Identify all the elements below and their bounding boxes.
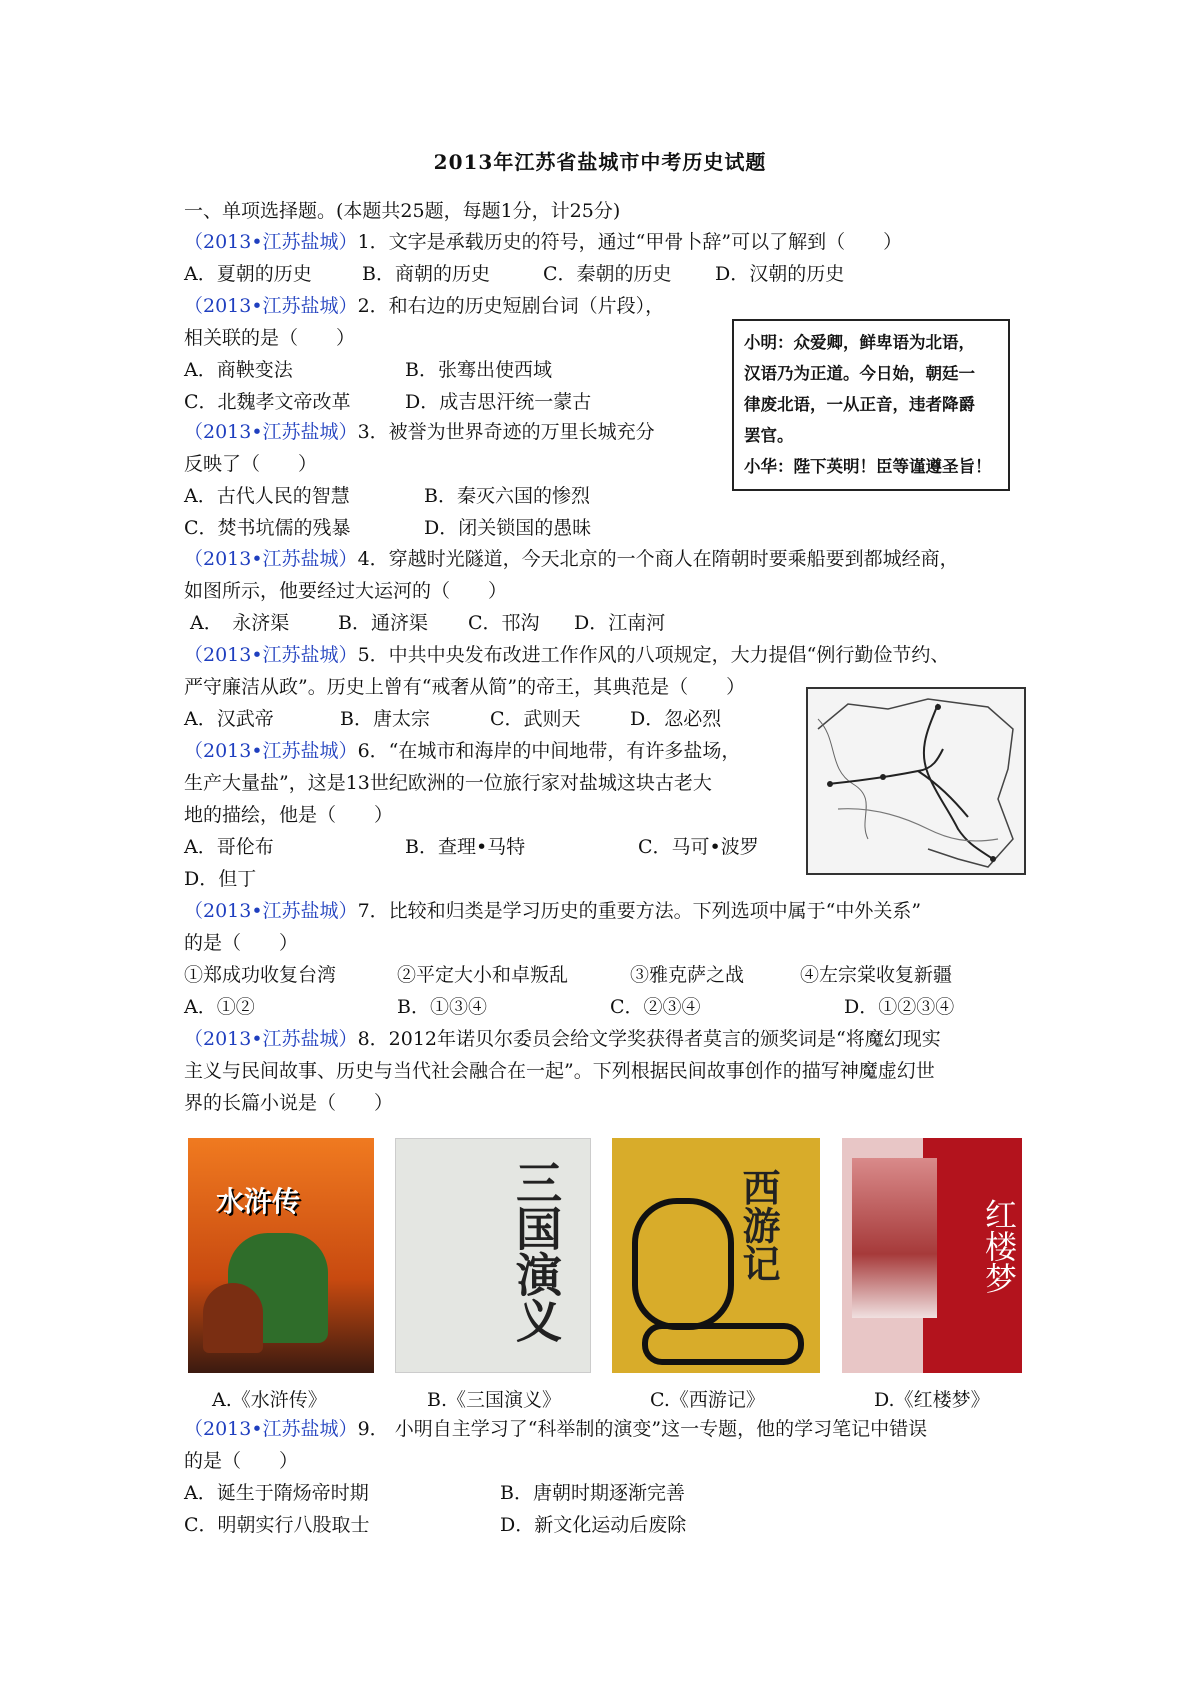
q7-item-1: ①郑成功收复台湾 xyxy=(184,964,337,986)
question-6-cont: 生产大量盐”，这是13世纪欧洲的一位旅行家对盐城这块古老大 xyxy=(184,772,712,794)
question-2: （2013•江苏盐城）2．和右边的历史短剧台词（片段）， xyxy=(184,295,665,317)
q2-option-c[interactable]: C．北魏孝文帝改革 xyxy=(184,391,351,413)
q4-option-b[interactable]: B．通济渠 xyxy=(338,612,428,634)
question-7-cont: 的是（ ） xyxy=(184,932,299,954)
q2-option-b[interactable]: B．张骞出使西域 xyxy=(405,359,552,381)
q3-option-d[interactable]: D．闭关锁国的愚昧 xyxy=(424,517,592,539)
q7-option-c[interactable]: C．②③④ xyxy=(610,996,701,1018)
question-5-cont: 严守廉洁从政”。历史上曾有“戒奢从简”的帝王，其典范是（ ） xyxy=(184,676,746,698)
q5-option-d[interactable]: D．忽必烈 xyxy=(630,708,722,730)
source-tag: （2013•江苏盐城） xyxy=(184,231,358,253)
q8-option-d[interactable]: D.《红楼梦》 xyxy=(874,1389,990,1411)
q5-option-c[interactable]: C．武则天 xyxy=(490,708,581,730)
question-1: （2013•江苏盐城）1．文字是承载历史的符号，通过“甲骨卜辞”可以了解到（ ） xyxy=(184,231,903,253)
q7-item-4: ④左宗棠收复新疆 xyxy=(800,964,953,986)
question-8: （2013•江苏盐城）8．2012年诺贝尔委员会给文学奖获得者莫言的颁奖词是“将魔幻现实 xyxy=(184,1028,941,1050)
q1-option-c[interactable]: C．秦朝的历史 xyxy=(543,263,672,285)
q5-option-b[interactable]: B．唐太宗 xyxy=(340,708,430,730)
q1-option-a[interactable]: A．夏朝的历史 xyxy=(184,263,312,285)
book-cover-shuihu: 水浒传 xyxy=(188,1138,374,1373)
q4-option-a[interactable]: A． 永济渠 xyxy=(190,612,290,634)
question-5: （2013•江苏盐城）5．中共中央发布改进工作作风的八项规定，大力提倡“例行勤俭节约、 xyxy=(184,644,950,666)
q7-option-a[interactable]: A．①② xyxy=(184,996,255,1018)
q3-option-a[interactable]: A．古代人民的智慧 xyxy=(184,485,350,507)
book-cover-sanguo: 三国演义 xyxy=(395,1138,591,1373)
page-title: 2013年江苏省盐城市中考历史试题 xyxy=(433,150,767,174)
question-6-cont2: 地的描绘，他是（ ） xyxy=(184,804,394,826)
section-heading: 一、单项选择题。(本题共25题，每题1分，计25分) xyxy=(184,200,621,222)
question-7: （2013•江苏盐城）7．比较和归类是学习历史的重要方法。下列选项中属于“中外关系” xyxy=(184,900,922,922)
question-8-cont: 主义与民间故事、历史与当代社会融合在一起”。下列根据民间故事创作的描写神魔虚幻世 xyxy=(184,1060,935,1082)
q7-option-d[interactable]: D．①②③④ xyxy=(844,996,955,1018)
question-3-cont: 反映了（ ） xyxy=(184,453,318,475)
q8-option-c[interactable]: C.《西游记》 xyxy=(650,1389,765,1411)
q3-option-c[interactable]: C．焚书坑儒的残暴 xyxy=(184,517,351,539)
q9-option-d[interactable]: D．新文化运动后废除 xyxy=(500,1514,687,1536)
q6-option-b[interactable]: B．查理•马特 xyxy=(405,836,526,858)
q6-option-c[interactable]: C．马可•波罗 xyxy=(638,836,759,858)
question-3: （2013•江苏盐城）3．被誉为世界奇迹的万里长城充分 xyxy=(184,421,655,443)
question-9-cont: 的是（ ） xyxy=(184,1450,299,1472)
question-4-cont: 如图所示，他要经过大运河的（ ） xyxy=(184,580,508,602)
q4-option-d[interactable]: D．江南河 xyxy=(574,612,666,634)
q2-option-d[interactable]: D．成吉思汗统一蒙古 xyxy=(405,391,592,413)
q9-option-a[interactable]: A．诞生于隋炀帝时期 xyxy=(184,1482,369,1504)
book-cover-honglou: 红楼梦 xyxy=(842,1138,1022,1373)
question-8-cont2: 界的长篇小说是（ ） xyxy=(184,1092,394,1114)
q7-option-b[interactable]: B．①③④ xyxy=(397,996,487,1018)
q3-option-b[interactable]: B．秦灭六国的惨烈 xyxy=(424,485,590,507)
question-4: （2013•江苏盐城）4．穿越时光隧道，今天北京的一个商人在隋朝时要乘船要到都城经商， xyxy=(184,548,959,570)
q1-option-d[interactable]: D．汉朝的历史 xyxy=(715,263,845,285)
question-9: （2013•江苏盐城）9． 小明自主学习了“科举制的演变”这一专题，他的学习笔记中错误 xyxy=(184,1418,928,1440)
q8-option-b[interactable]: B.《三国演义》 xyxy=(427,1389,562,1411)
q5-option-a[interactable]: A．汉武帝 xyxy=(184,708,274,730)
question-2-cont: 相关联的是（ ） xyxy=(184,327,356,349)
q7-item-2: ②平定大小和卓叛乱 xyxy=(397,964,569,986)
q6-option-d[interactable]: D．但丁 xyxy=(184,868,257,890)
q8-option-a[interactable]: A.《水浒传》 xyxy=(212,1389,327,1411)
grand-canal-map xyxy=(806,687,1026,875)
q6-option-a[interactable]: A．哥伦布 xyxy=(184,836,274,858)
question-6: （2013•江苏盐城）6．“在城市和海岸的中间地带，有许多盐场， xyxy=(184,740,741,762)
script-dialog-box: 小明：众爱卿，鲜卑语为北语， 汉语乃为正道。今日始，朝廷一 律废北语，一从正音，违者降爵 罢官。 小华：陛下英明！臣等谨遵圣旨！ xyxy=(732,319,1010,491)
q9-option-b[interactable]: B．唐朝时期逐渐完善 xyxy=(500,1482,685,1504)
book-cover-xiyou: 西游记 xyxy=(612,1138,820,1373)
q1-option-b[interactable]: B．商朝的历史 xyxy=(362,263,490,285)
q2-option-a[interactable]: A．商鞅变法 xyxy=(184,359,293,381)
q9-option-c[interactable]: C．明朝实行八股取士 xyxy=(184,1514,370,1536)
q4-option-c[interactable]: C．邗沟 xyxy=(468,612,540,634)
q7-item-3: ③雅克萨之战 xyxy=(630,964,745,986)
